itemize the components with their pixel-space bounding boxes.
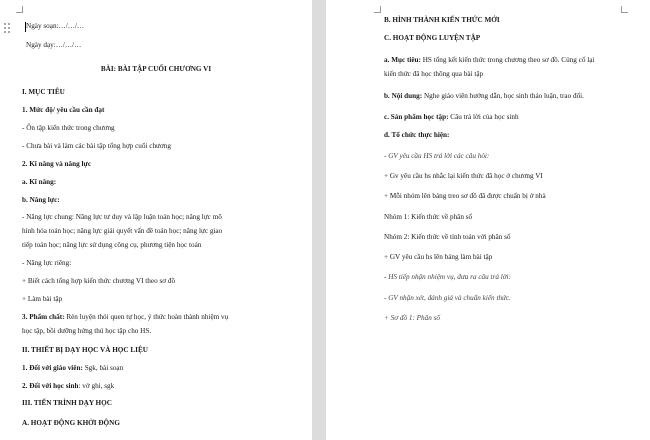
heading-process: III. TIẾN TRÌNH DẠY HỌC (22, 399, 112, 407)
competence-line: - Năng lực chung: Năng lực tư duy và lập luận toán học; năng lực mô (22, 213, 222, 221)
quality-text: Rèn luyện thói quen tự học, ý thức hoàn thành nhiệm vụ (64, 313, 229, 321)
activity-line: - GV yêu cầu HS trả lời các câu hỏi: (384, 152, 490, 160)
quality-line (22, 313, 228, 322)
activity-line: + Mỗi nhóm lên bảng treo sơ đồ đã được chuẩn bị ở nhà (384, 192, 546, 200)
document-page-right[interactable] (326, 0, 650, 440)
activity-line: Nhóm 1: Kiến thức về phân số (384, 213, 473, 221)
objective-text: HS tổng kết kiến thức trong chương theo sơ đồ. Củng cố lại (420, 56, 595, 64)
page-gap (312, 0, 326, 440)
date-teach: Ngày dạy:…/…/… (26, 41, 82, 49)
lesson-title: BÀI: BÀI TẬP CUỐI CHƯƠNG VI (100, 65, 212, 73)
activity-line: Nhóm 2: Kiến thức về tính toán với phân số (384, 233, 511, 241)
heading-b: B. HÌNH THÀNH KIẾN THỨC MỚI (384, 16, 500, 24)
competence-line: hình hóa toán học; năng lực giải quyết vấn đề toán học; năng lực giao (22, 227, 223, 235)
competence-line: + Làm bài tập (22, 295, 63, 303)
activity-line: + GV yêu cầu hs lên bảng làm bài tập (384, 253, 493, 261)
activity-line: - HS tiếp nhận nhiệm vụ, đưa ra câu trả lời: (384, 273, 511, 281)
teacher-text: Sgk, bài soạn (82, 364, 124, 372)
heading-objectives: I. MỤC TIÊU (22, 88, 65, 96)
competence-line: tiếp toán học; năng lực sử dụng công cụ, phương tiện học toán (22, 241, 202, 249)
quality-label: 3. Phẩm chất: (22, 313, 65, 321)
teacher-line (22, 364, 123, 373)
crop-mark-top-right (621, 6, 628, 13)
student-line (22, 382, 114, 391)
product-label: c. Sản phẩm học tập: (384, 113, 449, 121)
activity-line: + Gv yêu cầu hs nhắc lại kiến thức đã học ở chương VI (384, 172, 543, 180)
heading-skill-b: b. Năng lực: (22, 196, 60, 204)
crop-mark-top-left (16, 6, 23, 13)
crop-mark-top-left (374, 6, 381, 13)
activity-line: - GV nhận xét, đánh giá và chuẩn kiến thức. (384, 294, 511, 302)
objective-text-cont: kiến thức đã học thông qua bài tập (384, 70, 484, 78)
heading-skills: 2. Kĩ năng và năng lực (22, 160, 92, 168)
quality-text-cont: học tập, bồi dưỡng hứng thú học tập cho HS. (22, 327, 152, 335)
heading-c: C. HOẠT ĐỘNG LUYỆN TẬP (384, 34, 481, 42)
product-line (384, 113, 519, 122)
student-label: 2. Đối với học sinh (22, 382, 79, 390)
content-line (384, 92, 584, 101)
requirement-item: - Ôn tập kiến thức trong chương (22, 124, 115, 132)
activity-line: + Sơ đồ 1: Phân số (384, 314, 441, 322)
competence-line: - Năng lực riêng: (22, 259, 72, 267)
product-text: Câu trả lời của học sinh (448, 113, 519, 121)
objective-line (384, 56, 594, 65)
drag-handle-icon[interactable] (4, 23, 10, 33)
content-text: Nghe giáo viên hướng dẫn, học sinh thảo luận, trao đổi. (422, 92, 584, 100)
requirement-item: - Chưa bài và làm các bài tập tổng hợp cuối chương (22, 142, 171, 150)
document-page-left[interactable] (0, 0, 312, 440)
heading-skill-a: a. Kĩ năng: (22, 178, 57, 186)
date-prepare: Ngày soạn:…/…/… (26, 22, 85, 30)
teacher-label: 1. Đối với giáo viên: (22, 364, 83, 372)
heading-organization: d. Tổ chức thực hiện: (384, 131, 450, 139)
student-text: : vở ghi, sgk (78, 382, 115, 390)
heading-equipment: II. THIẾT BỊ DẠY HỌC VÀ HỌC LIỆU (22, 346, 148, 354)
heading-requirement: 1. Mức độ/ yêu cầu cần đạt (22, 106, 105, 114)
competence-line: + Biết cách tổng hợp kiến thức chương VI theo sơ đồ (22, 277, 176, 285)
heading-activity-a: A. HOẠT ĐỘNG KHỞI ĐỘNG (22, 419, 120, 427)
content-label: b. Nội dung: (384, 92, 423, 100)
objective-label: a. Mục tiêu: (384, 56, 421, 64)
